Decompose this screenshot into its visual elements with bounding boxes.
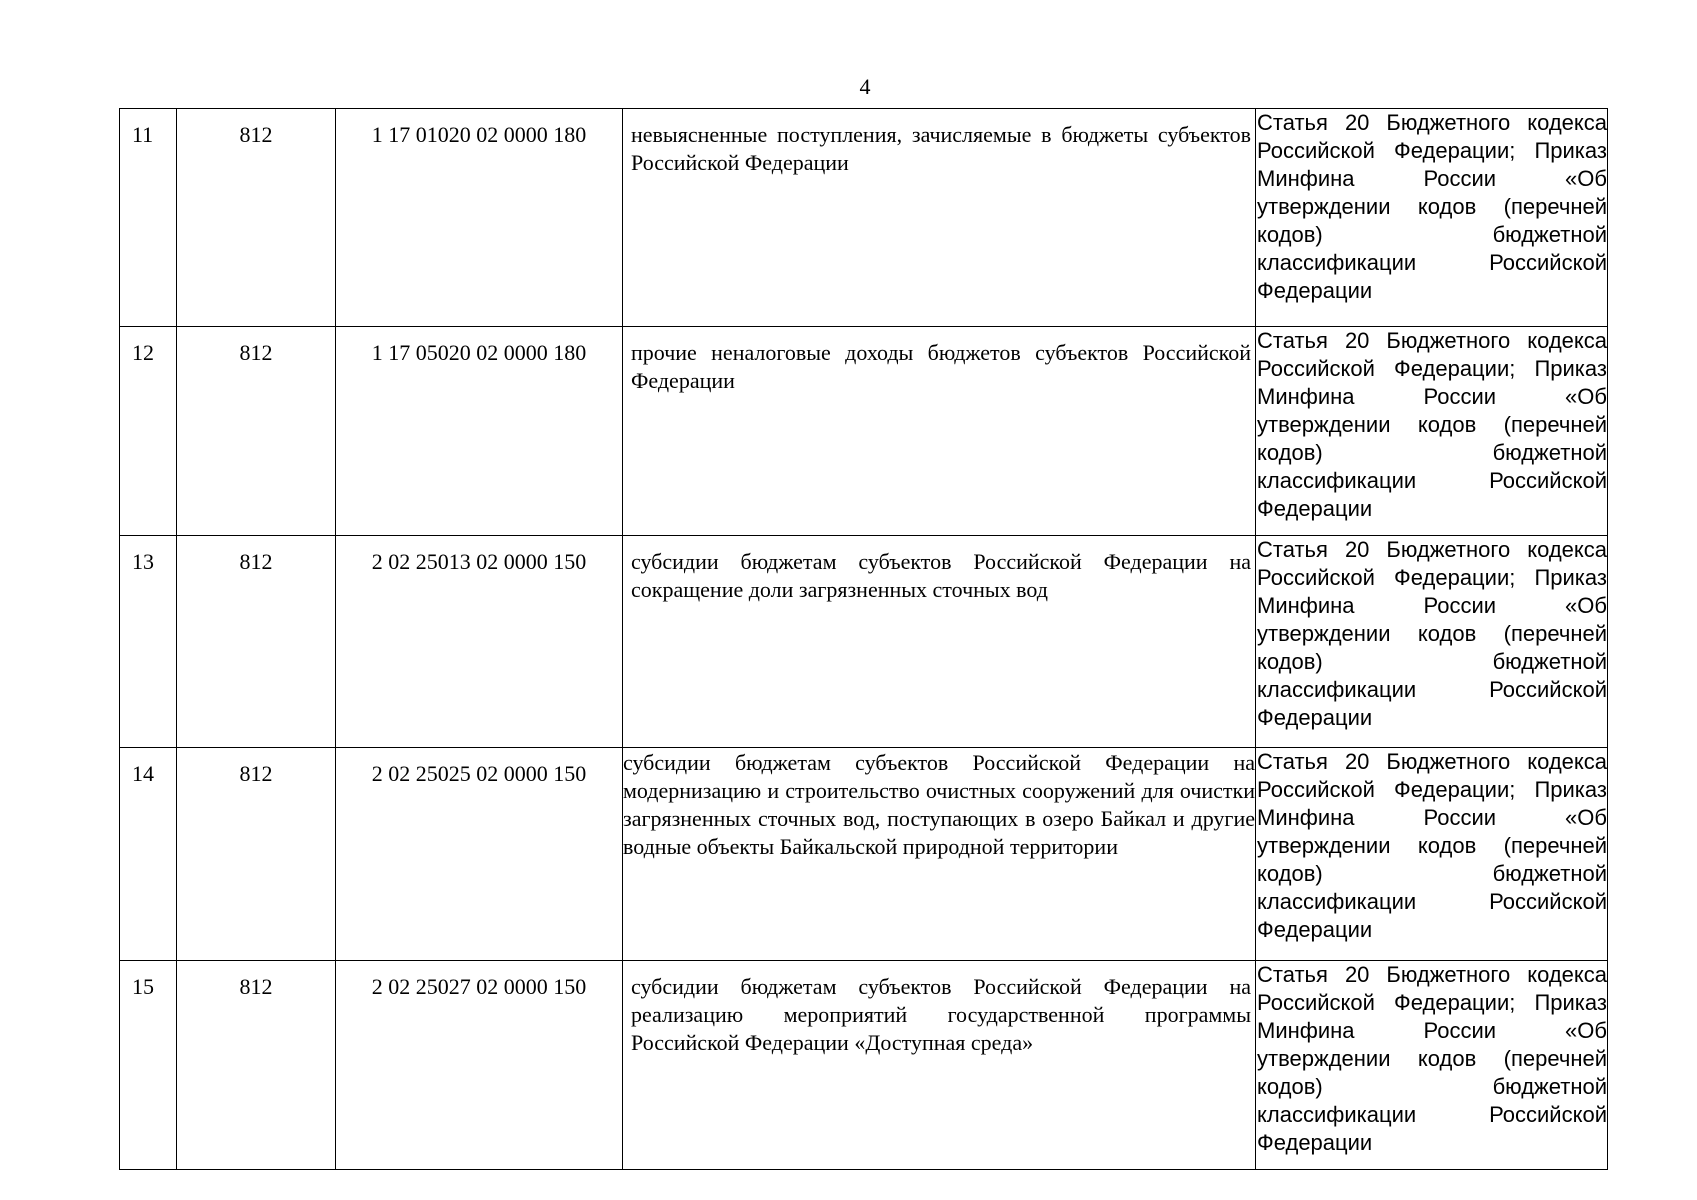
- row-number: 15: [120, 961, 177, 1170]
- legal-basis: Статья 20 Бюджетного кодекса Российской Федерации; Приказ Минфина России «Об утверждении кодов (перечней кодов) бюджетной классификации Российской Федерации: [1256, 327, 1608, 536]
- legal-basis: Статья 20 Бюджетного кодекса Российской Федерации; Приказ Минфина России «Об утверждении кодов (перечней кодов) бюджетной классификации Российской Федерации: [1256, 748, 1608, 961]
- row-number: 13: [120, 536, 177, 748]
- row-number: 11: [120, 109, 177, 327]
- budget-classification-code: 1 17 01020 02 0000 180: [336, 109, 623, 327]
- administrator-code: 812: [177, 748, 336, 961]
- budget-classification-code: 2 02 25013 02 0000 150: [336, 536, 623, 748]
- budget-classification-code: 2 02 25025 02 0000 150: [336, 748, 623, 961]
- table-row: [120, 748, 1608, 961]
- table-row: [120, 327, 1608, 536]
- administrator-code: 812: [177, 109, 336, 327]
- budget-classification-code: 1 17 05020 02 0000 180: [336, 327, 623, 536]
- table-row: [120, 109, 1608, 327]
- legal-basis: Статья 20 Бюджетного кодекса Российской Федерации; Приказ Минфина России «Об утверждении кодов (перечней кодов) бюджетной классификации Российской Федерации: [1256, 961, 1608, 1170]
- income-description: субсидии бюджетам субъектов Российской Федерации на реализацию мероприятий государственной программы Российской Федерации «Доступная среда»: [623, 961, 1256, 1170]
- income-description: субсидии бюджетам субъектов Российской Федерации на модернизацию и строительство очистных сооружений для очистки загрязненных сточных вод, поступающих в озеро Байкал и другие водные объекты Байкальской природной территории: [623, 748, 1256, 961]
- income-description: невыясненные поступления, зачисляемые в бюджеты субъектов Российской Федерации: [623, 109, 1256, 327]
- administrator-code: 812: [177, 327, 336, 536]
- budget-classification-code: 2 02 25027 02 0000 150: [336, 961, 623, 1170]
- row-number: 12: [120, 327, 177, 536]
- row-number: 14: [120, 748, 177, 961]
- income-description: субсидии бюджетам субъектов Российской Федерации на сокращение доли загрязненных сточных вод: [623, 536, 1256, 748]
- page-number: 4: [859, 74, 871, 99]
- administrator-code: 812: [177, 961, 336, 1170]
- administrator-code: 812: [177, 536, 336, 748]
- legal-basis: Статья 20 Бюджетного кодекса Российской Федерации; Приказ Минфина России «Об утверждении кодов (перечней кодов) бюджетной классификации Российской Федерации: [1256, 109, 1608, 327]
- budget-codes-table: [119, 108, 1608, 1170]
- legal-basis: Статья 20 Бюджетного кодекса Российской Федерации; Приказ Минфина России «Об утверждении кодов (перечней кодов) бюджетной классификации Российской Федерации: [1256, 536, 1608, 748]
- table-row: [120, 536, 1608, 748]
- table-row: [120, 961, 1608, 1170]
- income-description: прочие неналоговые доходы бюджетов субъектов Российской Федерации: [623, 327, 1256, 536]
